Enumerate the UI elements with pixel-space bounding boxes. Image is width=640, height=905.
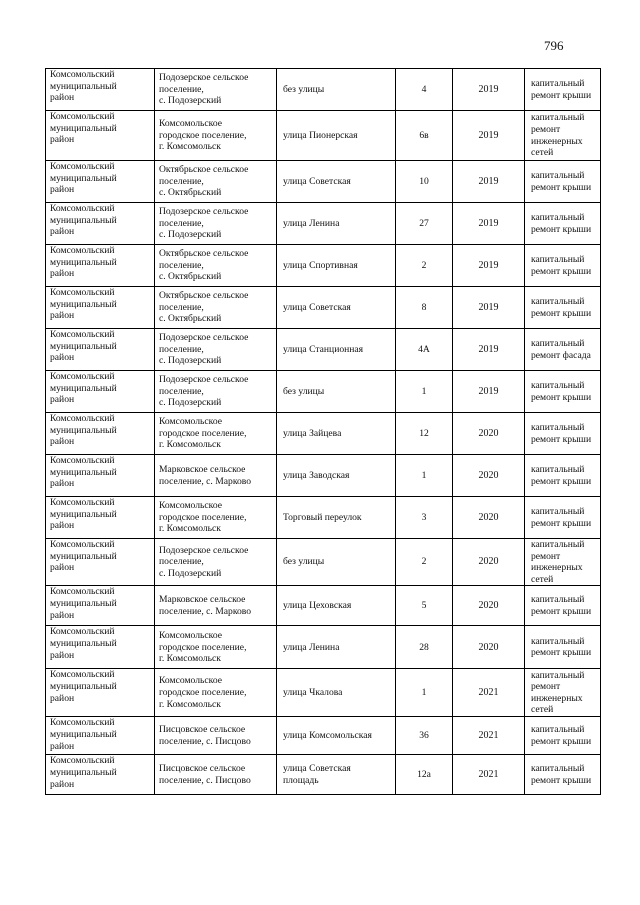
- settlement-cell: Подозерское сельское поселение, с. Подозерский: [155, 539, 277, 586]
- district-cell: Комсомольский муниципальный район: [46, 413, 155, 455]
- work-type-cell: капитальный ремонт крыши: [525, 413, 601, 455]
- district-cell: Комсомольский муниципальный район: [46, 111, 155, 161]
- district-cell: Комсомольский муниципальный район: [46, 329, 155, 371]
- street-cell: улица Советская: [277, 287, 396, 329]
- street-cell: улица Ленина: [277, 626, 396, 669]
- year-cell: 2021: [453, 717, 525, 755]
- street-cell: улица Комсомольская: [277, 717, 396, 755]
- year-cell: 2019: [453, 203, 525, 245]
- street-cell: улица Станционная: [277, 329, 396, 371]
- table-row: [46, 161, 601, 203]
- work-type-cell: капитальный ремонт крыши: [525, 497, 601, 539]
- house-number-cell: 12а: [396, 755, 453, 795]
- house-number-cell: 4: [396, 69, 453, 111]
- house-number-cell: 5: [396, 586, 453, 626]
- street-cell: улица Цеховская: [277, 586, 396, 626]
- year-cell: 2020: [453, 626, 525, 669]
- work-type-cell: капитальный ремонт крыши: [525, 245, 601, 287]
- house-number-cell: 3: [396, 497, 453, 539]
- settlement-cell: Октябрьское сельское поселение, с. Октябрьский: [155, 287, 277, 329]
- street-cell: без улицы: [277, 371, 396, 413]
- street-cell: без улицы: [277, 539, 396, 586]
- settlement-cell: Марковское сельское поселение, с. Марково: [155, 455, 277, 497]
- table-row: [46, 669, 601, 717]
- district-cell: Комсомольский муниципальный район: [46, 717, 155, 755]
- street-cell: Торговый переулок: [277, 497, 396, 539]
- work-type-cell: капитальный ремонт крыши: [525, 717, 601, 755]
- house-number-cell: 10: [396, 161, 453, 203]
- district-cell: Комсомольский муниципальный район: [46, 586, 155, 626]
- district-cell: Комсомольский муниципальный район: [46, 497, 155, 539]
- house-number-cell: 12: [396, 413, 453, 455]
- settlement-cell: Комсомольское городское поселение, г. Комсомольск: [155, 497, 277, 539]
- table-row: [46, 329, 601, 371]
- district-cell: Комсомольский муниципальный район: [46, 626, 155, 669]
- district-cell: Комсомольский муниципальный район: [46, 245, 155, 287]
- street-cell: без улицы: [277, 69, 396, 111]
- district-cell: Комсомольский муниципальный район: [46, 161, 155, 203]
- house-number-cell: 1: [396, 669, 453, 717]
- year-cell: 2019: [453, 287, 525, 329]
- district-cell: Комсомольский муниципальный район: [46, 287, 155, 329]
- house-number-cell: 1: [396, 455, 453, 497]
- table-row: [46, 586, 601, 626]
- year-cell: 2019: [453, 329, 525, 371]
- table-body: [46, 69, 601, 795]
- district-cell: Комсомольский муниципальный район: [46, 455, 155, 497]
- house-number-cell: 28: [396, 626, 453, 669]
- house-number-cell: 2: [396, 245, 453, 287]
- work-type-cell: капитальный ремонт крыши: [525, 69, 601, 111]
- district-cell: Комсомольский муниципальный район: [46, 755, 155, 795]
- settlement-cell: Подозерское сельское поселение, с. Подозерский: [155, 371, 277, 413]
- settlement-cell: Марковское сельское поселение, с. Марково: [155, 586, 277, 626]
- house-number-cell: 2: [396, 539, 453, 586]
- table-row: [46, 203, 601, 245]
- table-row: [46, 497, 601, 539]
- district-cell: Комсомольский муниципальный район: [46, 539, 155, 586]
- house-number-cell: 8: [396, 287, 453, 329]
- year-cell: 2019: [453, 245, 525, 287]
- year-cell: 2019: [453, 371, 525, 413]
- year-cell: 2021: [453, 755, 525, 795]
- house-number-cell: 36: [396, 717, 453, 755]
- district-cell: Комсомольский муниципальный район: [46, 371, 155, 413]
- district-cell: Комсомольский муниципальный район: [46, 203, 155, 245]
- street-cell: улица Чкалова: [277, 669, 396, 717]
- settlement-cell: Подозерское сельское поселение, с. Подозерский: [155, 69, 277, 111]
- settlement-cell: Комсомольское городское поселение, г. Комсомольск: [155, 626, 277, 669]
- table-row: [46, 69, 601, 111]
- house-number-cell: 6в: [396, 111, 453, 161]
- street-cell: улица Ленина: [277, 203, 396, 245]
- settlement-cell: Подозерское сельское поселение, с. Подозерский: [155, 329, 277, 371]
- year-cell: 2020: [453, 539, 525, 586]
- table-row: [46, 539, 601, 586]
- settlement-cell: Октябрьское сельское поселение, с. Октябрьский: [155, 245, 277, 287]
- settlement-cell: Октябрьское сельское поселение, с. Октябрьский: [155, 161, 277, 203]
- settlement-cell: Подозерское сельское поселение, с. Подозерский: [155, 203, 277, 245]
- table-row: [46, 455, 601, 497]
- work-type-cell: капитальный ремонт инженерных сетей: [525, 669, 601, 717]
- table-row: [46, 413, 601, 455]
- page-number: 796: [544, 38, 564, 53]
- work-type-cell: капитальный ремонт инженерных сетей: [525, 111, 601, 161]
- table-row: [46, 626, 601, 669]
- work-type-cell: капитальный ремонт крыши: [525, 287, 601, 329]
- work-type-cell: капитальный ремонт крыши: [525, 626, 601, 669]
- table-row: [46, 717, 601, 755]
- street-cell: улица Спортивная: [277, 245, 396, 287]
- year-cell: 2020: [453, 586, 525, 626]
- table-row: [46, 371, 601, 413]
- table-row: [46, 755, 601, 795]
- year-cell: 2019: [453, 111, 525, 161]
- house-number-cell: 27: [396, 203, 453, 245]
- table-row: [46, 111, 601, 161]
- work-type-cell: капитальный ремонт крыши: [525, 586, 601, 626]
- street-cell: улица Зайцева: [277, 413, 396, 455]
- year-cell: 2021: [453, 669, 525, 717]
- street-cell: улица Советская: [277, 161, 396, 203]
- house-number-cell: 4А: [396, 329, 453, 371]
- year-cell: 2020: [453, 413, 525, 455]
- work-type-cell: капитальный ремонт крыши: [525, 161, 601, 203]
- work-type-cell: капитальный ремонт крыши: [525, 203, 601, 245]
- work-type-cell: капитальный ремонт инженерных сетей: [525, 539, 601, 586]
- work-type-cell: капитальный ремонт фасада: [525, 329, 601, 371]
- year-cell: 2020: [453, 497, 525, 539]
- district-cell: Комсомольский муниципальный район: [46, 669, 155, 717]
- settlement-cell: Писцовское сельское поселение, с. Писцово: [155, 717, 277, 755]
- settlement-cell: Комсомольское городское поселение, г. Комсомольск: [155, 669, 277, 717]
- work-type-cell: капитальный ремонт крыши: [525, 755, 601, 795]
- year-cell: 2019: [453, 69, 525, 111]
- street-cell: улица Пионерская: [277, 111, 396, 161]
- settlement-cell: Комсомольское городское поселение, г. Комсомольск: [155, 413, 277, 455]
- year-cell: 2020: [453, 455, 525, 497]
- settlement-cell: Комсомольское городское поселение, г. Комсомольск: [155, 111, 277, 161]
- table-row: [46, 245, 601, 287]
- district-cell: Комсомольский муниципальный район: [46, 69, 155, 111]
- work-type-cell: капитальный ремонт крыши: [525, 371, 601, 413]
- table-row: [46, 287, 601, 329]
- repair-schedule-table: [45, 68, 601, 795]
- street-cell: улица Заводская: [277, 455, 396, 497]
- street-cell: улица Советская площадь: [277, 755, 396, 795]
- year-cell: 2019: [453, 161, 525, 203]
- settlement-cell: Писцовское сельское поселение, с. Писцово: [155, 755, 277, 795]
- work-type-cell: капитальный ремонт крыши: [525, 455, 601, 497]
- house-number-cell: 1: [396, 371, 453, 413]
